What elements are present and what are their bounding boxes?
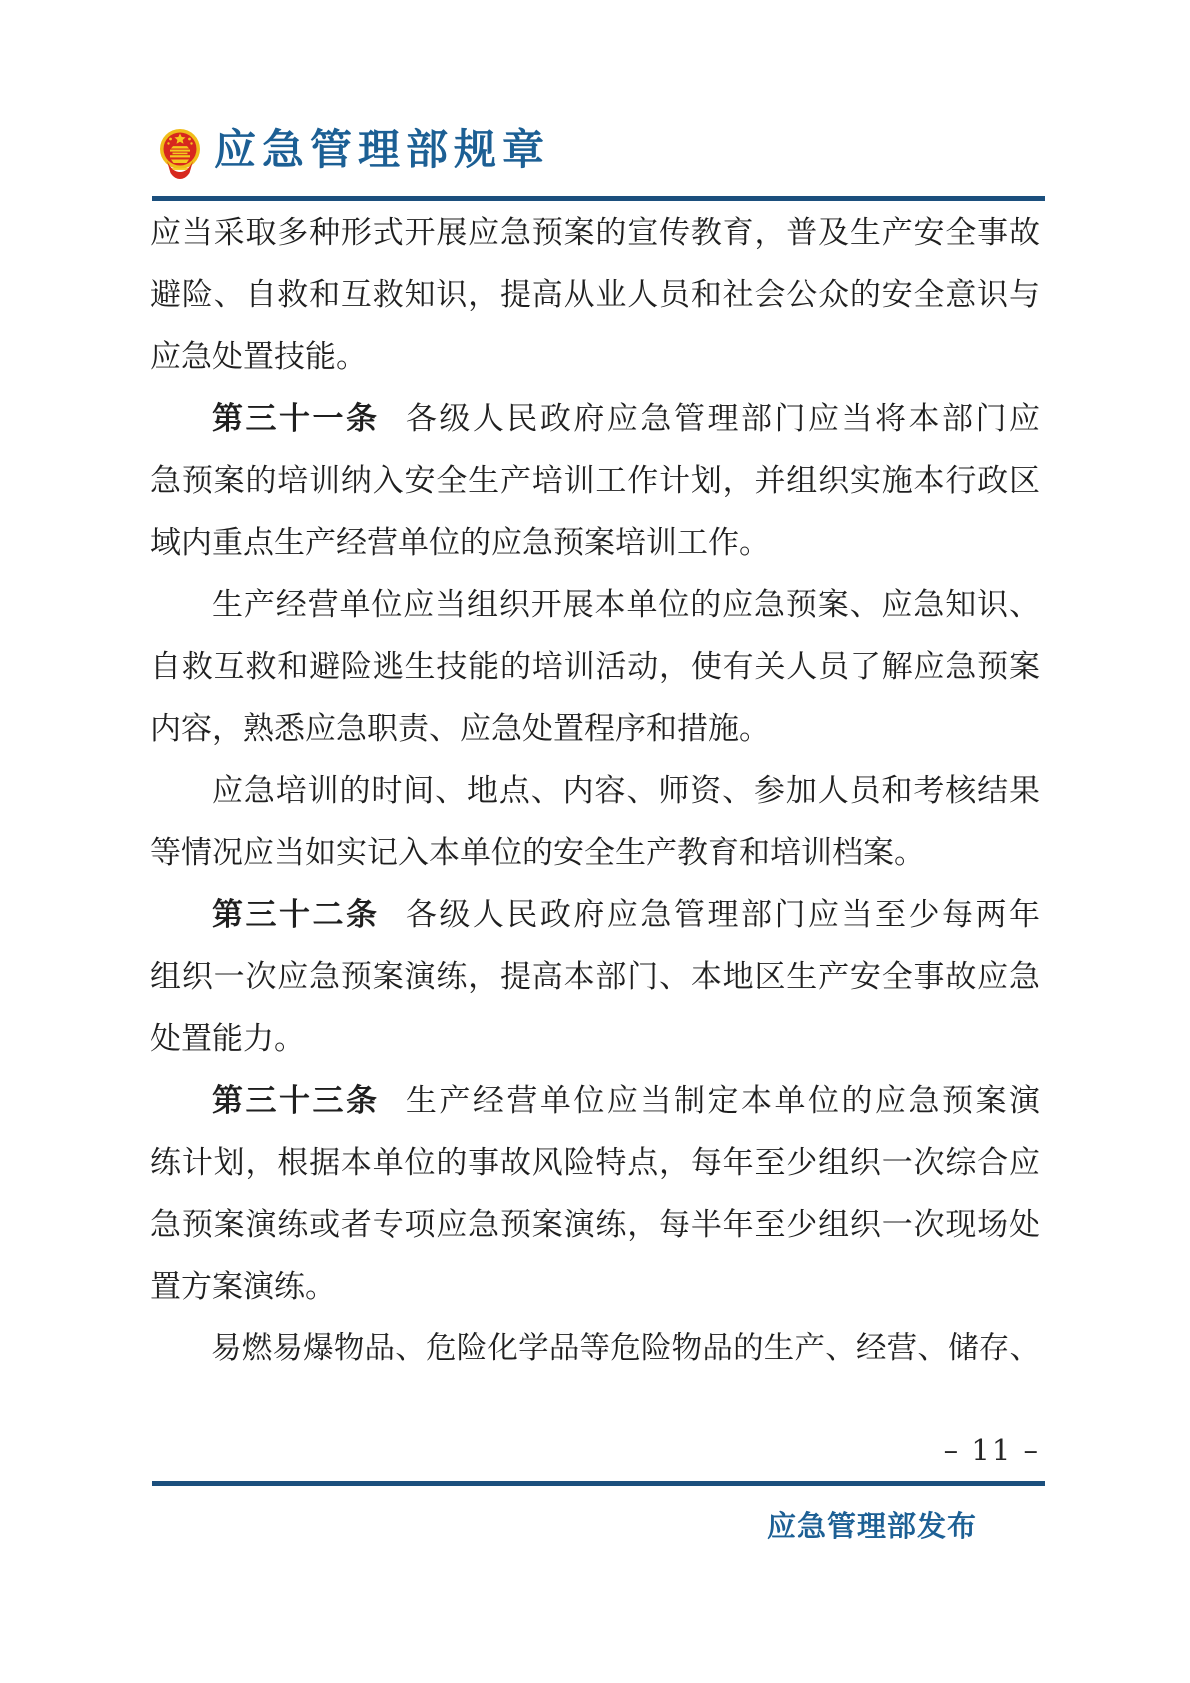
document-body: [150, 202, 1040, 1380]
publisher-label: 应急管理部发布: [766, 1509, 977, 1543]
text-line: 急预案的培训纳入安全生产培训工作计划，并组织实施本行政区: [150, 463, 1040, 499]
text-line: 等情况应当如实记入本单位的安全生产教育和培训档案。: [150, 835, 925, 871]
text-line: 第三十二条 各级人民政府应急管理部门应当至少每两年: [212, 897, 1041, 933]
text-line: 置方案演练。: [150, 1269, 336, 1305]
text-line: 组织一次应急预案演练，提高本部门、本地区生产安全事故应急: [150, 959, 1040, 995]
article-number: 第三十二条: [212, 897, 380, 933]
header-rule: [152, 196, 1045, 201]
national-emblem-icon: [158, 128, 202, 180]
text-line: 急预案演练或者专项应急预案演练，每半年至少组织一次现场处: [150, 1207, 1040, 1243]
footer-rule: [152, 1481, 1045, 1486]
text-line: 自救互救和避险逃生技能的培训活动，使有关人员了解应急预案: [150, 649, 1040, 685]
document-type-title: 应急管理部规章: [214, 125, 551, 174]
text-line: 应急处置技能。: [150, 339, 367, 375]
text-line: 避险、自救和互救知识，提高从业人员和社会公众的安全意识与: [150, 277, 1040, 313]
text-line: 域内重点生产经营单位的应急预案培训工作。: [150, 525, 770, 561]
text-line: 练计划，根据本单位的事故风险特点，每年至少组织一次综合应: [150, 1145, 1040, 1181]
text-line: 应急培训的时间、地点、内容、师资、参加人员和考核结果: [212, 773, 1040, 809]
text-line: 内容，熟悉应急职责、应急处置程序和措施。: [150, 711, 770, 747]
text-line: 第三十三条 生产经营单位应当制定本单位的应急预案演: [212, 1083, 1041, 1119]
text-line: 第三十一条 各级人民政府应急管理部门应当将本部门应: [212, 401, 1041, 437]
page-number: – 11 –: [943, 1433, 1040, 1467]
article-number: 第三十三条: [212, 1083, 380, 1119]
article-number: 第三十一条: [212, 401, 380, 437]
text-line: 生产经营单位应当组织开展本单位的应急预案、应急知识、: [212, 587, 1040, 623]
text-line: 应当采取多种形式开展应急预案的宣传教育，普及生产安全事故: [150, 215, 1040, 251]
text-line: 处置能力。: [150, 1021, 305, 1057]
text-line: 易燃易爆物品、危险化学品等危险物品的生产、经营、储存、: [211, 1331, 1040, 1366]
